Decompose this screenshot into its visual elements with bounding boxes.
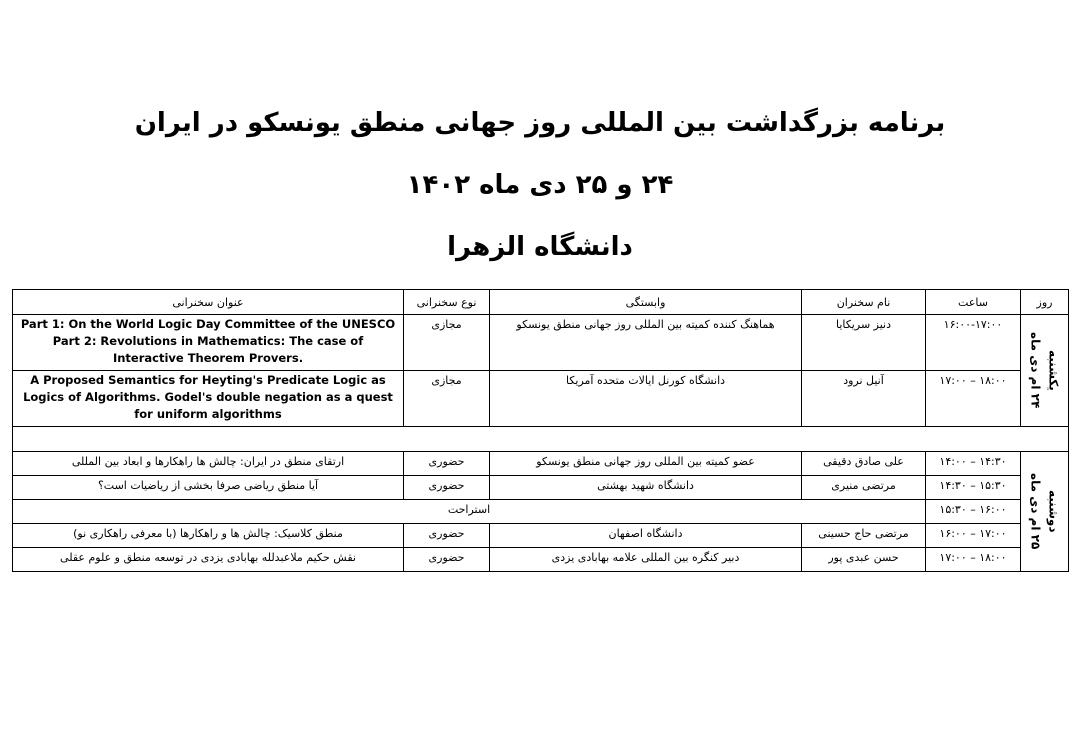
header-row xyxy=(13,290,1069,315)
header-type: نوع سخنرانی xyxy=(404,290,490,315)
affiliation-cell: دبیر کنگره بین المللی علامه بهابادی یزدی xyxy=(490,548,802,572)
table-row xyxy=(13,371,1069,427)
header-topic: عنوان سخنرانی xyxy=(13,290,404,315)
type-cell: حضوری xyxy=(404,524,490,548)
type-cell: حضوری xyxy=(404,548,490,572)
type-cell: مجازی xyxy=(404,315,490,371)
type-cell: مجازی xyxy=(404,371,490,427)
affiliation-cell: دانشگاه اصفهان xyxy=(490,524,802,548)
time-cell: ۱۷:۰۰ – ۱۸:۰۰ xyxy=(926,371,1021,427)
affiliation-cell: دانشگاه شهید بهشتی xyxy=(490,476,802,500)
speaker-cell: مرتضی منیری xyxy=(802,476,926,500)
time-cell: ۱۶:۰۰ – ۱۷:۰۰ xyxy=(926,524,1021,548)
speaker-cell: علی صادق دقیقی xyxy=(802,452,926,476)
break-row xyxy=(13,500,1069,524)
spacer-cell xyxy=(13,427,1069,452)
table-row xyxy=(13,548,1069,572)
topic-cell xyxy=(13,315,404,371)
day-cell-monday xyxy=(1021,452,1069,572)
affiliation-cell: هماهنگ کننده کمیته بین المللی روز جهانی منطق یونسکو xyxy=(490,315,802,371)
time-cell: ۱۴:۳۰ – ۱۵:۳۰ xyxy=(926,476,1021,500)
time-cell: ۱۴:۰۰ – ۱۴:۳۰ xyxy=(926,452,1021,476)
topic-line: Part 2: Revolutions in Mathematics: The case of Interactive Theorem Provers. xyxy=(52,334,364,365)
spacer-row xyxy=(13,427,1069,452)
header-day: روز xyxy=(1021,290,1069,315)
day-date: ۲۴ ام دی ماه xyxy=(1028,332,1043,409)
speaker-cell: آنیل نرود xyxy=(802,371,926,427)
day-cell-sunday xyxy=(1021,315,1069,427)
table-row xyxy=(13,476,1069,500)
type-cell: حضوری xyxy=(404,452,490,476)
main-title: برنامه بزرگداشت بین المللی روز جهانی منطق یونسکو در ایران xyxy=(134,108,946,138)
topic-cell: آیا منطق ریاضی صرفا بخشی از ریاضیات است؟ xyxy=(13,476,404,500)
time-cell: ۱۷:۰۰ – ۱۸:۰۰ xyxy=(926,548,1021,572)
table-row xyxy=(13,524,1069,548)
topic-line: Part 1: On the World Logic Day Committee of the UNESCO xyxy=(20,317,396,331)
topic-cell: منطق کلاسیک: چالش ها و راهکارها (با معرفی راهکاری نو) xyxy=(13,524,404,548)
topic-cell: A Proposed Semantics for Heyting's Predicate Logic as Logics of Algorithms. Godel's double negation as a quest for uniform algorithms xyxy=(13,371,404,427)
type-cell: حضوری xyxy=(404,476,490,500)
speaker-cell: دنیز سریکایا xyxy=(802,315,926,371)
topic-cell: نقش حکیم ملاعبدلله بهابادی یزدی در توسعه منطق و علوم عقلی xyxy=(13,548,404,572)
speaker-cell: مرتضی حاج حسینی xyxy=(802,524,926,548)
date-title: ۲۴ و ۲۵ دی ماه ۱۴۰۲ xyxy=(406,170,674,200)
header-time: ساعت xyxy=(926,290,1021,315)
venue-title: دانشگاه الزهرا xyxy=(447,232,633,262)
schedule-table xyxy=(12,289,1069,572)
affiliation-cell: دانشگاه کورنل ایالات متحده آمریکا xyxy=(490,371,802,427)
affiliation-cell: عضو کمیته بین المللی روز جهانی منطق یونسکو xyxy=(490,452,802,476)
day-date: ۲۵ ام دی ماه xyxy=(1028,473,1043,550)
speaker-cell: حسن عبدی پور xyxy=(802,548,926,572)
time-cell: ۱۶:۰۰-۱۷:۰۰ xyxy=(926,315,1021,371)
time-cell: ۱۵:۳۰ – ۱۶:۰۰ xyxy=(926,500,1021,524)
day-name: یکشنبه xyxy=(1046,350,1061,391)
header-speaker: نام سخنران xyxy=(802,290,926,315)
break-cell: استراحت xyxy=(13,500,926,524)
header-affiliation: وابستگی xyxy=(490,290,802,315)
table-row xyxy=(13,315,1069,371)
day-name: دوشنبه xyxy=(1046,490,1061,533)
table-row xyxy=(13,452,1069,476)
topic-cell: ارتقای منطق در ایران: چالش ها راهکارها و ابعاد بین المللی xyxy=(13,452,404,476)
